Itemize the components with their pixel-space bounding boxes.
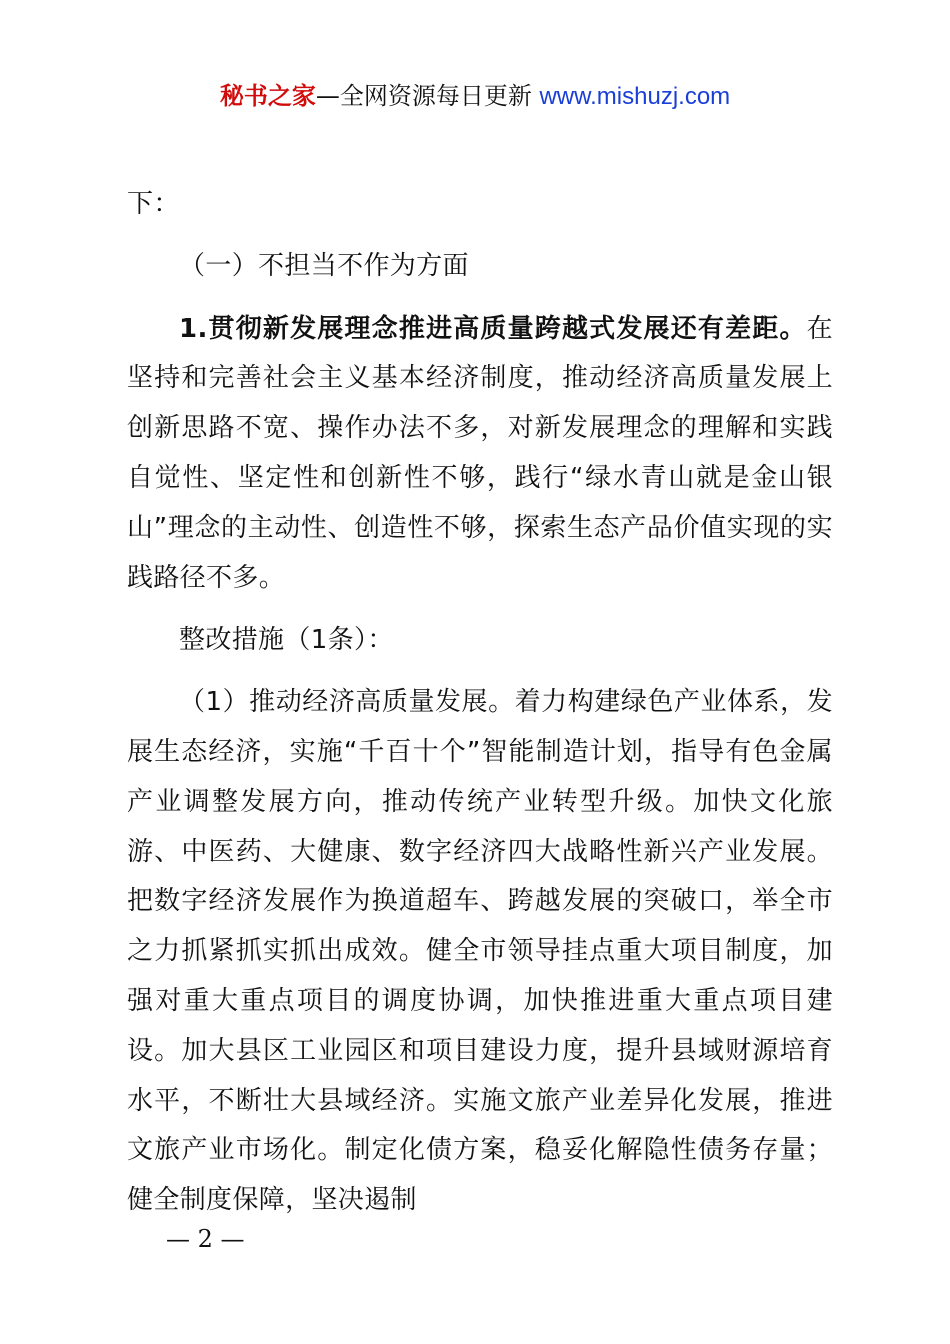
measure-paragraph: （1）推动经济高质量发展。着力构建绿色产业体系，发展生态经济，实施“千百十个”智能制造计划，指导有色金属产业调整发展方向，推动传统产业转型升级。加快文化旅游、中医药、大健康、数字经济四大战略性新兴产业发展。把数字经济发展作为换道超车、跨越发展的突破口，举全市之力抓紧抓实抓出成效。健全市领导挂点重大项目制度，加强对重大重点项目的调度协调，加快推进重大重点项目建设。加大县区工业园区和项目建设力度，提升县域财源培育水平，不断壮大县域经济。实施文旅产业差异化发展，推进文旅产业市场化。制定化债方案，稳妥化解隐性债务存量；健全制度保障，坚决遏制: [127, 687, 833, 1216]
issue-text: 在坚持和完善社会主义基本经济制度，推动经济高质量发展上创新思路不宽、操作办法不多，对新发展理念的理解和实践自觉性、坚定性和创新性不够，践行“绿水青山就是金山银山”理念的主动性、创造性不够，探索生态产品价值实现的实践路径不多。: [127, 313, 833, 593]
slogan: —全网资源每日更新: [315, 82, 540, 110]
page-number: — 2 —: [166, 1225, 245, 1253]
document-body: [127, 180, 833, 1238]
issue-paragraph: [127, 305, 833, 604]
measures-heading: 整改措施（1条）：: [179, 624, 394, 655]
continuation-line: 下：: [127, 189, 180, 219]
issue-title: 1.贯彻新发展理念推进高质量跨越式发展还有差距。: [179, 313, 807, 344]
site-watermark-header: [0, 80, 950, 113]
section-heading: （一）不担当不作为方面: [179, 251, 469, 282]
site-url: www.mishuzj.com: [539, 83, 731, 110]
brand-name: 秘书之家: [219, 82, 316, 110]
